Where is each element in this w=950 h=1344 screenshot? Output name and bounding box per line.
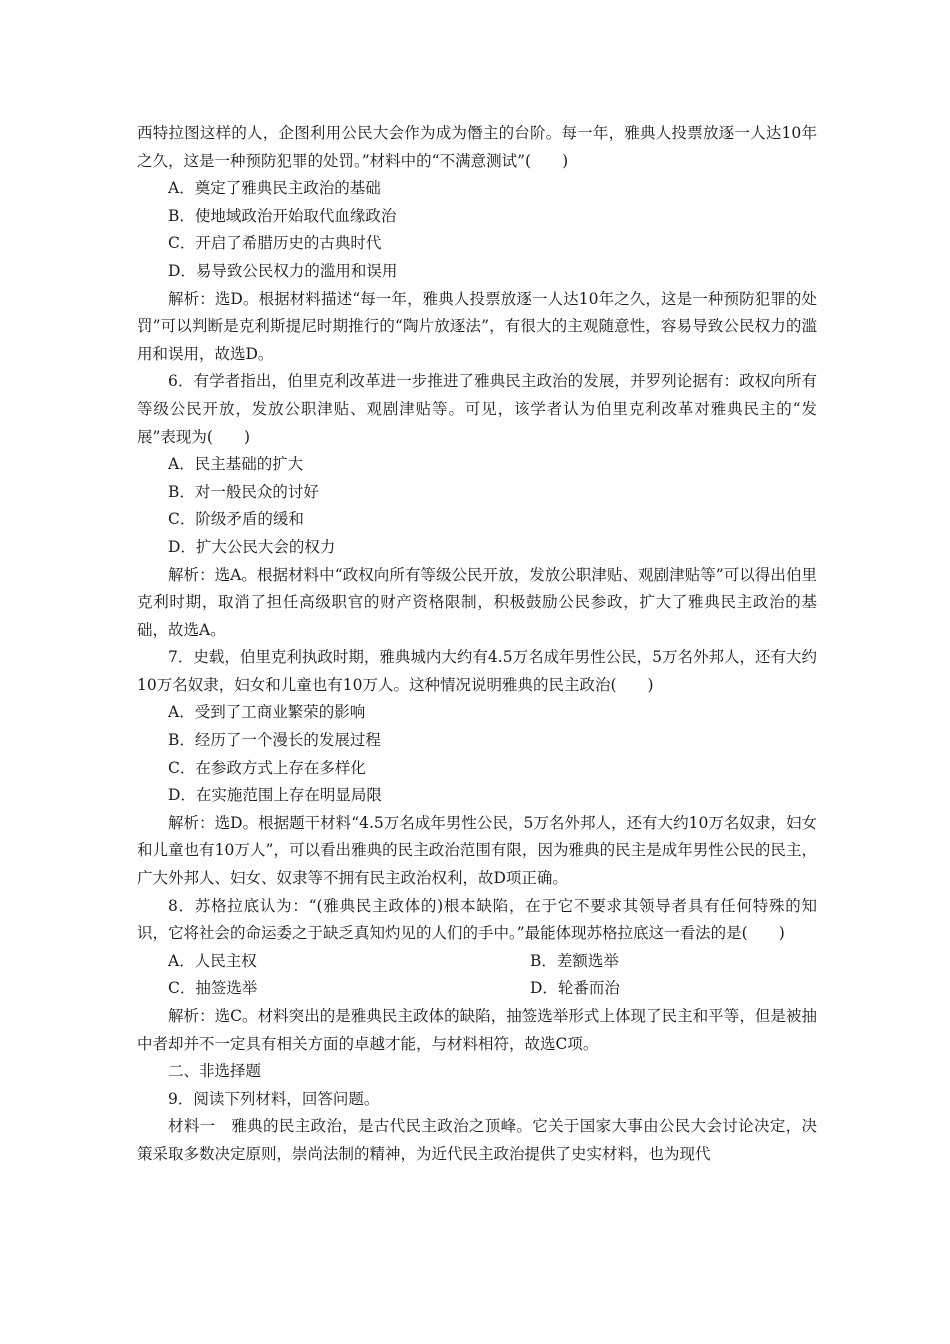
question-6-stem: 6．有学者指出，伯里克利改革进一步推进了雅典民主政治的发展，并罗列论据有：政权向所有等级公民开放，发放公职津贴、观剧津贴等。可见，该学者认为伯里克利改革对雅典民主的“发展”表现为( )	[137, 372, 817, 446]
option-6-b: B．对一般民众的讨好	[168, 482, 319, 501]
option-6-a: A．民主基础的扩大	[168, 455, 304, 474]
option-8-c: C．抽签选举	[168, 979, 258, 998]
question-9-stem: 9．阅读下列材料，回答问题。	[168, 1089, 380, 1108]
option-6-d: D．扩大公民大会的权力	[168, 537, 336, 556]
option-7-c: C．在参政方式上存在多样化	[168, 758, 366, 777]
option-8-b: B．差额选举	[530, 951, 619, 970]
analysis-7: 解析：选D。根据题干材料“4.5万名成年男性公民，5万名外邦人，还有大约10万名奴隶，妇女和儿童也有10万人”，可以看出雅典的民主政治范围有限，因为雅典的民主是成年男性公民的民主，广大外邦人、妇女、奴隶等不拥有民主政治权利，故D项正确。	[137, 813, 817, 888]
option-7-b: B．经历了一个漫长的发展过程	[168, 731, 381, 750]
option-7-a: A．受到了工商业繁荣的影响	[168, 703, 366, 722]
option-5-b: B．使地域政治开始取代血缘政治	[168, 206, 397, 225]
analysis-8: 解析：选C。材料突出的是雅典民主政体的缺陷，抽签选举形式上体现了民主和平等，但是被抽中者却并不一定具有相关方面的卓越才能，与材料相符，故选C项。	[137, 1007, 817, 1053]
section-heading-non-choice: 二、非选择题	[168, 1062, 262, 1081]
analysis-5: 解析：选D。根据材料描述“每一年，雅典人投票放逐一人达10年之久，这是一种预防犯罪的处罚”可以判断是克利斯提尼时期推行的“陶片放逐法”，有很大的主观随意性，容易导致公民权力的滥用和误用，故选D。	[137, 289, 817, 363]
option-row-8-ab	[137, 948, 817, 976]
option-5-c: C．开启了希腊历史的古典时代	[168, 234, 382, 253]
paragraph-question-5-stem: 西特拉图这样的人，企图利用公民大会作为成为僭主的台阶。每一年，雅典人投票放逐一人达10年之久，这是一种预防犯罪的处罚。”材料中的“不满意测试”( )	[137, 124, 817, 170]
option-8-d: D．轮番而治	[530, 979, 620, 998]
question-8-stem: 8．苏格拉底认为：“(雅典民主政体的)根本缺陷，在于它不要求其领导者具有任何特殊的知识，它将社会的命运委之于缺乏真知灼见的人们的手中。”最能体现苏格拉底这一看法的是( )	[137, 896, 817, 943]
option-row-8-cd	[137, 975, 817, 1003]
document-page	[137, 120, 817, 1169]
analysis-6: 解析：选A。根据材料中“政权向所有等级公民开放，发放公职津贴、观剧津贴等”可以得出伯里克利时期，取消了担任高级职官的财产资格限制，积极鼓励公民参政，扩大了雅典民主政治的基础，故选A。	[137, 565, 817, 639]
option-5-a: A．奠定了雅典民主政治的基础	[168, 179, 381, 198]
option-6-c: C．阶级矛盾的缓和	[168, 510, 304, 529]
option-5-d: D．易导致公民权力的滥用和误用	[168, 261, 398, 280]
material-1: 材料一 雅典的民主政治，是古代民主政治之顶峰。它关于国家大事由公民大会讨论决定，决策采取多数决定原则，崇尚法制的精神，为近代民主政治提供了史实材料，也为现代	[137, 1117, 817, 1163]
question-7-stem: 7．史载，伯里克利执政时期，雅典城内大约有4.5万名成年男性公民，5万名外邦人，还有大约10万名奴隶，妇女和儿童也有10万人。这种情况说明雅典的民主政治( )	[137, 648, 817, 694]
option-8-a: A．人民主权	[168, 951, 257, 970]
option-7-d: D．在实施范围上存在明显局限	[168, 786, 382, 805]
